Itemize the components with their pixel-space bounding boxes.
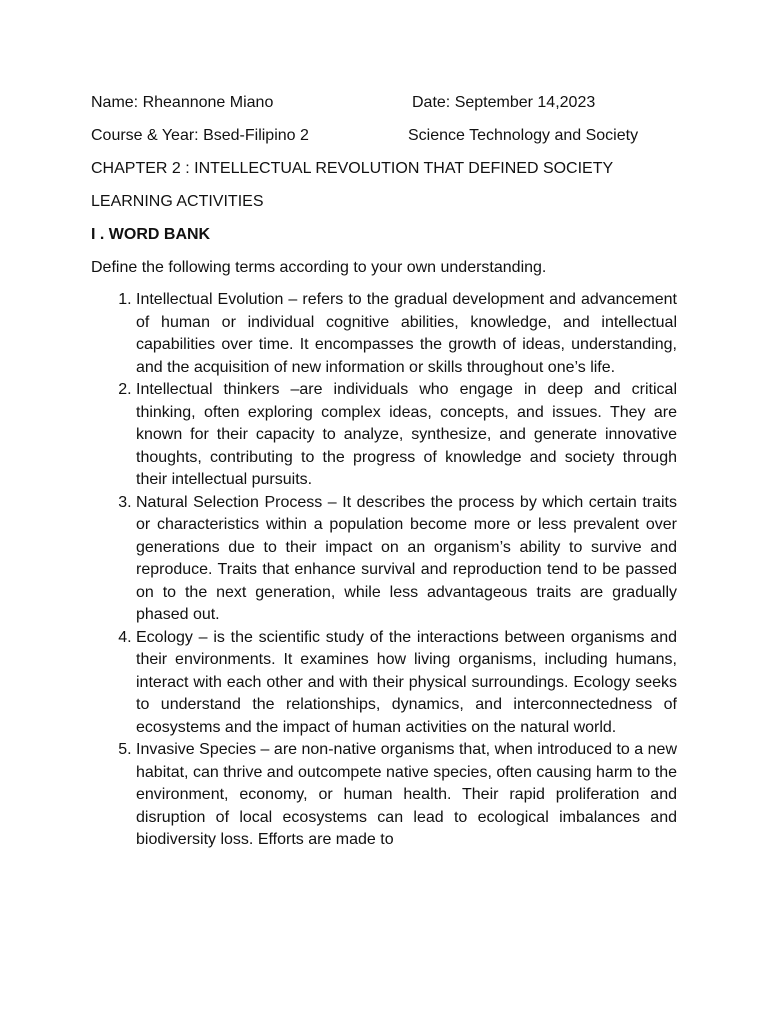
learning-activities-heading: LEARNING ACTIVITIES bbox=[91, 193, 264, 210]
list-item: 3. Natural Selection Process – It describes the process by which certain traits or characteristics within a population become more or less prevalent over generations due to their impact on an organism’s ability to survive and reproduce. Traits that enhance survival and reproduction tend to be passed on to the next generation, while less advantageous traits are gradually phased out. bbox=[136, 492, 677, 627]
chapter-title: CHAPTER 2 : INTELLECTUAL REVOLUTION THAT DEFINED SOCIETY bbox=[91, 160, 614, 177]
list-item: 2. Intellectual thinkers –are individuals who engage in deep and critical thinking, often exploring complex ideas, concepts, and issues. They are known for their capacity to analyze, synthesize, and generate innovative thoughts, contributing to the progress of knowledge and society through their intellectual pursuits. bbox=[136, 379, 677, 492]
list-item: 1. Intellectual Evolution – refers to the gradual development and advancement of human or individual cognitive abilities, knowledge, and intellectual capabilities over time. It encompasses the growth of ideas, understanding, and the acquisition of new information or skills throughout one’s life. bbox=[136, 289, 677, 379]
instruction-text: Define the following terms according to your own understanding. bbox=[91, 259, 547, 276]
course-subject-row bbox=[91, 125, 639, 148]
submission-date: Date: September 14,2023 bbox=[412, 94, 596, 111]
list-item: 4. Ecology – is the scientific study of the interactions between organisms and their environments. It examines how living organisms, including humans, interact with each other and with their physical surroundings. Ecology seeks to understand the relationships, dynamics, and interconnectedness of ecosystems and the impact of human activities on the natural world. bbox=[136, 627, 677, 740]
list-item: 5. Invasive Species – are non-native organisms that, when introduced to a new habitat, can thrive and outcompete native species, often causing harm to the environment, economy, or human health. Their rapid proliferation and disruption of local ecosystems can lead to ecological imbalances and biodiversity loss. Efforts are made to bbox=[136, 739, 677, 852]
section-title: I . WORD BANK bbox=[91, 226, 211, 243]
student-name: Name: Rheannone Miano bbox=[91, 94, 274, 111]
subject-name: Science Technology and Society bbox=[408, 127, 639, 144]
terms-list bbox=[91, 289, 677, 852]
course-year: Course & Year: Bsed-Filipino 2 bbox=[91, 127, 309, 144]
name-date-row bbox=[91, 92, 596, 115]
